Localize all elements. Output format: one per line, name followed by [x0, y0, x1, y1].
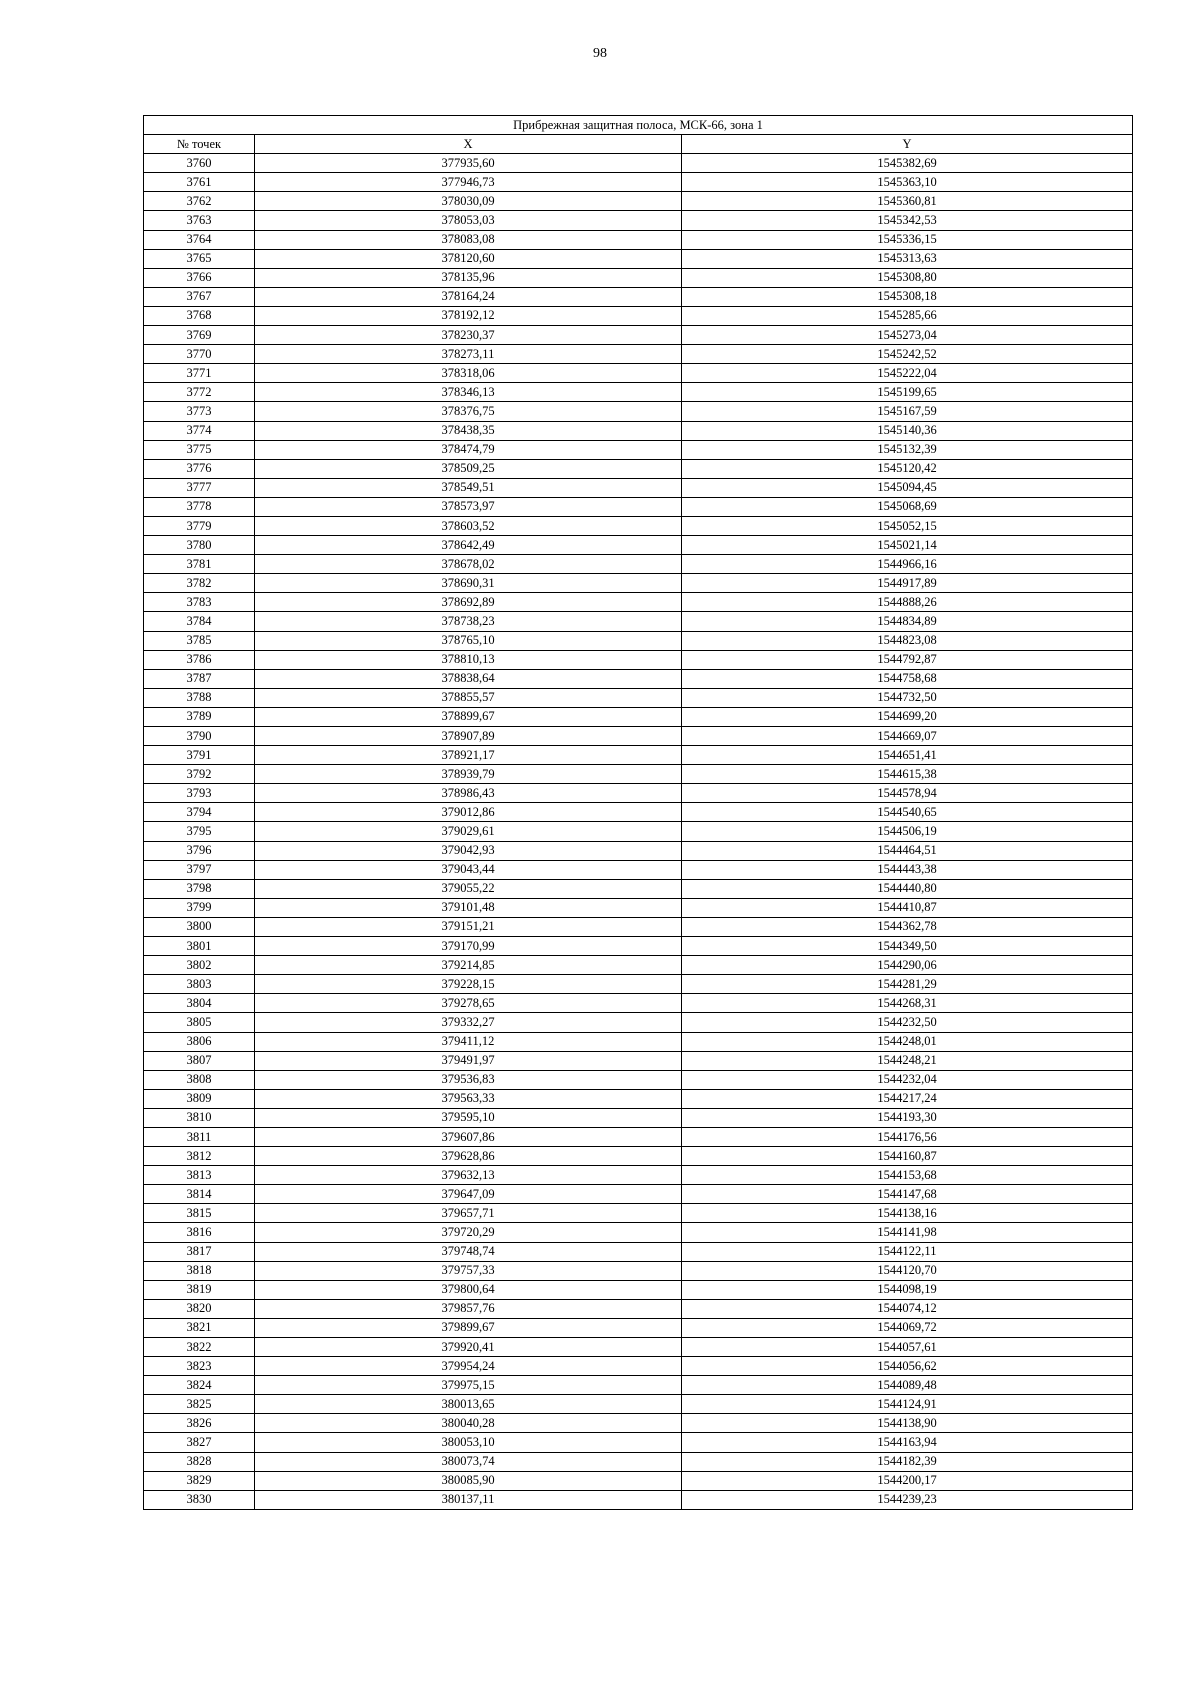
- cell-point-number: 3767: [144, 287, 255, 306]
- table-row: [144, 1357, 1133, 1376]
- cell-x: 379029,61: [255, 822, 682, 841]
- cell-point-number: 3808: [144, 1070, 255, 1089]
- table-row: [144, 650, 1133, 669]
- cell-x: 378083,08: [255, 230, 682, 249]
- cell-x: 379748,74: [255, 1242, 682, 1261]
- table-row: [144, 536, 1133, 555]
- cell-y: 1544248,21: [682, 1051, 1133, 1070]
- table-row: [144, 1261, 1133, 1280]
- cell-y: 1545336,15: [682, 230, 1133, 249]
- cell-x: 378346,13: [255, 383, 682, 402]
- table-row: [144, 784, 1133, 803]
- cell-y: 1544699,20: [682, 707, 1133, 726]
- table-row: [144, 211, 1133, 230]
- cell-point-number: 3789: [144, 707, 255, 726]
- cell-y: 1544153,68: [682, 1166, 1133, 1185]
- cell-x: 378509,25: [255, 459, 682, 478]
- table-row: [144, 459, 1133, 478]
- cell-x: 378230,37: [255, 326, 682, 345]
- cell-x: 378603,52: [255, 516, 682, 535]
- cell-x: 379607,86: [255, 1127, 682, 1146]
- cell-y: 1545363,10: [682, 173, 1133, 192]
- cell-y: 1545313,63: [682, 249, 1133, 268]
- cell-y: 1544268,31: [682, 994, 1133, 1013]
- cell-y: 1544248,01: [682, 1032, 1133, 1051]
- table-row: [144, 421, 1133, 440]
- cell-x: 378164,24: [255, 287, 682, 306]
- cell-x: 379411,12: [255, 1032, 682, 1051]
- table-row: [144, 1147, 1133, 1166]
- cell-point-number: 3793: [144, 784, 255, 803]
- cell-x: 378855,57: [255, 688, 682, 707]
- cell-x: 379657,71: [255, 1204, 682, 1223]
- cell-x: 379228,15: [255, 975, 682, 994]
- cell-point-number: 3813: [144, 1166, 255, 1185]
- cell-y: 1545052,15: [682, 516, 1133, 535]
- cell-y: 1545308,80: [682, 268, 1133, 287]
- table-row: [144, 860, 1133, 879]
- cell-point-number: 3804: [144, 994, 255, 1013]
- table-row: [144, 727, 1133, 746]
- cell-y: 1544917,89: [682, 574, 1133, 593]
- cell-point-number: 3769: [144, 326, 255, 345]
- cell-x: 378573,97: [255, 497, 682, 516]
- cell-y: 1544160,87: [682, 1147, 1133, 1166]
- table-row: [144, 707, 1133, 726]
- table-row: [144, 669, 1133, 688]
- cell-point-number: 3802: [144, 956, 255, 975]
- cell-point-number: 3776: [144, 459, 255, 478]
- cell-point-number: 3781: [144, 555, 255, 574]
- cell-x: 378939,79: [255, 765, 682, 784]
- table-row: [144, 440, 1133, 459]
- table-row: [144, 1185, 1133, 1204]
- cell-y: 1544792,87: [682, 650, 1133, 669]
- cell-y: 1544290,06: [682, 956, 1133, 975]
- table-header-row: [144, 135, 1133, 154]
- page-number: 98: [593, 46, 607, 61]
- cell-point-number: 3829: [144, 1471, 255, 1490]
- cell-x: 377946,73: [255, 173, 682, 192]
- cell-x: 379857,76: [255, 1299, 682, 1318]
- cell-x: 379628,86: [255, 1147, 682, 1166]
- cell-x: 379899,67: [255, 1318, 682, 1337]
- cell-point-number: 3785: [144, 631, 255, 650]
- cell-y: 1545132,39: [682, 440, 1133, 459]
- cell-y: 1544834,89: [682, 612, 1133, 631]
- cell-x: 379151,21: [255, 917, 682, 936]
- cell-point-number: 3782: [144, 574, 255, 593]
- cell-x: 378438,35: [255, 421, 682, 440]
- cell-point-number: 3823: [144, 1357, 255, 1376]
- cell-x: 378986,43: [255, 784, 682, 803]
- table-row: [144, 402, 1133, 421]
- cell-point-number: 3801: [144, 937, 255, 956]
- table-row: [144, 1395, 1133, 1414]
- cell-point-number: 3777: [144, 478, 255, 497]
- cell-point-number: 3795: [144, 822, 255, 841]
- cell-point-number: 3761: [144, 173, 255, 192]
- cell-point-number: 3822: [144, 1338, 255, 1357]
- cell-y: 1545382,69: [682, 154, 1133, 173]
- table-row: [144, 516, 1133, 535]
- table-row: [144, 249, 1133, 268]
- table-row: [144, 1414, 1133, 1433]
- table-row: [144, 154, 1133, 173]
- table-row: [144, 975, 1133, 994]
- cell-x: 378030,09: [255, 192, 682, 211]
- cell-y: 1544074,12: [682, 1299, 1133, 1318]
- cell-x: 378678,02: [255, 555, 682, 574]
- cell-y: 1544120,70: [682, 1261, 1133, 1280]
- table-row: [144, 1051, 1133, 1070]
- cell-point-number: 3807: [144, 1051, 255, 1070]
- cell-point-number: 3824: [144, 1376, 255, 1395]
- table-row: [144, 1013, 1133, 1032]
- cell-y: 1545222,04: [682, 364, 1133, 383]
- cell-x: 378810,13: [255, 650, 682, 669]
- cell-x: 378907,89: [255, 727, 682, 746]
- cell-x: 379920,41: [255, 1338, 682, 1357]
- cell-y: 1544069,72: [682, 1318, 1133, 1337]
- cell-y: 1544138,90: [682, 1414, 1133, 1433]
- table-row: [144, 268, 1133, 287]
- table-row: [144, 898, 1133, 917]
- cell-x: 378549,51: [255, 478, 682, 497]
- cell-point-number: 3828: [144, 1452, 255, 1471]
- cell-y: 1544443,38: [682, 860, 1133, 879]
- cell-y: 1544669,07: [682, 727, 1133, 746]
- cell-x: 378692,89: [255, 593, 682, 612]
- cell-point-number: 3772: [144, 383, 255, 402]
- cell-y: 1544349,50: [682, 937, 1133, 956]
- table-row: [144, 803, 1133, 822]
- table-row: [144, 574, 1133, 593]
- cell-x: 379101,48: [255, 898, 682, 917]
- cell-y: 1544888,26: [682, 593, 1133, 612]
- cell-x: 378053,03: [255, 211, 682, 230]
- cell-point-number: 3820: [144, 1299, 255, 1318]
- table-row: [144, 230, 1133, 249]
- cell-x: 380040,28: [255, 1414, 682, 1433]
- table-body: [144, 154, 1133, 1510]
- header-point-number: № точек: [144, 135, 255, 154]
- cell-point-number: 3766: [144, 268, 255, 287]
- cell-x: 378899,67: [255, 707, 682, 726]
- table-title: Прибрежная защитная полоса, МСК-66, зона 1: [144, 116, 1133, 135]
- table-row: [144, 1070, 1133, 1089]
- cell-point-number: 3810: [144, 1108, 255, 1127]
- cell-y: 1544966,16: [682, 555, 1133, 574]
- cell-point-number: 3765: [144, 249, 255, 268]
- cell-point-number: 3806: [144, 1032, 255, 1051]
- cell-point-number: 3771: [144, 364, 255, 383]
- cell-point-number: 3763: [144, 211, 255, 230]
- cell-x: 378642,49: [255, 536, 682, 555]
- cell-point-number: 3779: [144, 516, 255, 535]
- cell-x: 379757,33: [255, 1261, 682, 1280]
- cell-point-number: 3786: [144, 650, 255, 669]
- cell-point-number: 3819: [144, 1280, 255, 1299]
- cell-y: 1544056,62: [682, 1357, 1133, 1376]
- cell-point-number: 3798: [144, 879, 255, 898]
- cell-y: 1545068,69: [682, 497, 1133, 516]
- cell-point-number: 3791: [144, 746, 255, 765]
- table-row: [144, 1433, 1133, 1452]
- table-row: [144, 1108, 1133, 1127]
- table-row: [144, 994, 1133, 1013]
- cell-y: 1545273,04: [682, 326, 1133, 345]
- table-row: [144, 364, 1133, 383]
- header-y: Y: [682, 135, 1133, 154]
- table-row: [144, 1280, 1133, 1299]
- cell-y: 1544578,94: [682, 784, 1133, 803]
- cell-y: 1544182,39: [682, 1452, 1133, 1471]
- table-row: [144, 937, 1133, 956]
- cell-y: 1544193,30: [682, 1108, 1133, 1127]
- cell-y: 1544823,08: [682, 631, 1133, 650]
- cell-point-number: 3783: [144, 593, 255, 612]
- table-row: [144, 593, 1133, 612]
- cell-y: 1544239,23: [682, 1490, 1133, 1509]
- cell-y: 1544362,78: [682, 917, 1133, 936]
- table-row: [144, 1032, 1133, 1051]
- table-row: [144, 1166, 1133, 1185]
- cell-point-number: 3773: [144, 402, 255, 421]
- cell-x: 379170,99: [255, 937, 682, 956]
- table-row: [144, 555, 1133, 574]
- cell-y: 1544232,04: [682, 1070, 1133, 1089]
- cell-point-number: 3762: [144, 192, 255, 211]
- table-row: [144, 917, 1133, 936]
- coordinates-table: [143, 115, 1133, 1510]
- table-row: [144, 841, 1133, 860]
- cell-x: 378838,64: [255, 669, 682, 688]
- table-row: [144, 765, 1133, 784]
- cell-point-number: 3797: [144, 860, 255, 879]
- table-row: [144, 1223, 1133, 1242]
- cell-x: 378765,10: [255, 631, 682, 650]
- table-row: [144, 1089, 1133, 1108]
- table-title-row: [144, 116, 1133, 135]
- cell-x: 380053,10: [255, 1433, 682, 1452]
- cell-point-number: 3796: [144, 841, 255, 860]
- cell-point-number: 3775: [144, 440, 255, 459]
- cell-y: 1545021,14: [682, 536, 1133, 555]
- table-row: [144, 173, 1133, 192]
- table-row: [144, 345, 1133, 364]
- cell-y: 1544281,29: [682, 975, 1133, 994]
- cell-point-number: 3760: [144, 154, 255, 173]
- cell-y: 1544089,48: [682, 1376, 1133, 1395]
- cell-x: 379647,09: [255, 1185, 682, 1204]
- table-row: [144, 631, 1133, 650]
- cell-x: 379214,85: [255, 956, 682, 975]
- cell-y: 1544200,17: [682, 1471, 1133, 1490]
- cell-x: 379491,97: [255, 1051, 682, 1070]
- cell-point-number: 3799: [144, 898, 255, 917]
- cell-x: 378120,60: [255, 249, 682, 268]
- cell-y: 1544232,50: [682, 1013, 1133, 1032]
- cell-x: 380137,11: [255, 1490, 682, 1509]
- cell-point-number: 3784: [144, 612, 255, 631]
- table-row: [144, 287, 1133, 306]
- cell-y: 1545120,42: [682, 459, 1133, 478]
- cell-x: 378738,23: [255, 612, 682, 631]
- cell-y: 1544141,98: [682, 1223, 1133, 1242]
- cell-y: 1545285,66: [682, 306, 1133, 325]
- cell-y: 1544506,19: [682, 822, 1133, 841]
- cell-y: 1544217,24: [682, 1089, 1133, 1108]
- table-row: [144, 1318, 1133, 1337]
- cell-x: 379595,10: [255, 1108, 682, 1127]
- cell-y: 1545167,59: [682, 402, 1133, 421]
- cell-point-number: 3830: [144, 1490, 255, 1509]
- cell-y: 1545094,45: [682, 478, 1133, 497]
- cell-x: 378135,96: [255, 268, 682, 287]
- cell-x: 378921,17: [255, 746, 682, 765]
- cell-point-number: 3815: [144, 1204, 255, 1223]
- table-row: [144, 192, 1133, 211]
- cell-y: 1544732,50: [682, 688, 1133, 707]
- cell-y: 1544615,38: [682, 765, 1133, 784]
- cell-x: 379975,15: [255, 1376, 682, 1395]
- table-row: [144, 1242, 1133, 1261]
- cell-point-number: 3812: [144, 1147, 255, 1166]
- cell-y: 1544440,80: [682, 879, 1133, 898]
- cell-x: 379563,33: [255, 1089, 682, 1108]
- cell-y: 1544540,65: [682, 803, 1133, 822]
- cell-x: 379055,22: [255, 879, 682, 898]
- table-row: [144, 879, 1133, 898]
- cell-y: 1544138,16: [682, 1204, 1133, 1223]
- cell-y: 1545242,52: [682, 345, 1133, 364]
- cell-x: 379012,86: [255, 803, 682, 822]
- table-row: [144, 1127, 1133, 1146]
- cell-y: 1544176,56: [682, 1127, 1133, 1146]
- table-row: [144, 383, 1133, 402]
- table-row: [144, 746, 1133, 765]
- table-row: [144, 1452, 1133, 1471]
- cell-x: 379278,65: [255, 994, 682, 1013]
- cell-point-number: 3805: [144, 1013, 255, 1032]
- cell-y: 1544651,41: [682, 746, 1133, 765]
- cell-point-number: 3818: [144, 1261, 255, 1280]
- cell-x: 379720,29: [255, 1223, 682, 1242]
- cell-x: 379043,44: [255, 860, 682, 879]
- table-row: [144, 326, 1133, 345]
- cell-y: 1544124,91: [682, 1395, 1133, 1414]
- cell-y: 1544057,61: [682, 1338, 1133, 1357]
- cell-point-number: 3809: [144, 1089, 255, 1108]
- cell-point-number: 3826: [144, 1414, 255, 1433]
- cell-point-number: 3778: [144, 497, 255, 516]
- cell-x: 378318,06: [255, 364, 682, 383]
- table-row: [144, 956, 1133, 975]
- cell-x: 379536,83: [255, 1070, 682, 1089]
- cell-point-number: 3768: [144, 306, 255, 325]
- cell-point-number: 3811: [144, 1127, 255, 1146]
- cell-point-number: 3814: [144, 1185, 255, 1204]
- cell-y: 1544410,87: [682, 898, 1133, 917]
- cell-point-number: 3800: [144, 917, 255, 936]
- cell-y: 1544147,68: [682, 1185, 1133, 1204]
- cell-y: 1545308,18: [682, 287, 1133, 306]
- cell-y: 1545360,81: [682, 192, 1133, 211]
- table-row: [144, 1376, 1133, 1395]
- table-row: [144, 1299, 1133, 1318]
- table-row: [144, 1490, 1133, 1509]
- cell-x: 379332,27: [255, 1013, 682, 1032]
- cell-point-number: 3821: [144, 1318, 255, 1337]
- table-row: [144, 688, 1133, 707]
- cell-x: 379954,24: [255, 1357, 682, 1376]
- table-row: [144, 1471, 1133, 1490]
- table-row: [144, 822, 1133, 841]
- table-row: [144, 612, 1133, 631]
- cell-x: 379800,64: [255, 1280, 682, 1299]
- cell-x: 379042,93: [255, 841, 682, 860]
- cell-x: 378192,12: [255, 306, 682, 325]
- cell-point-number: 3780: [144, 536, 255, 555]
- cell-point-number: 3788: [144, 688, 255, 707]
- cell-point-number: 3825: [144, 1395, 255, 1414]
- cell-x: 378273,11: [255, 345, 682, 364]
- cell-x: 379632,13: [255, 1166, 682, 1185]
- cell-y: 1544464,51: [682, 841, 1133, 860]
- cell-x: 378376,75: [255, 402, 682, 421]
- cell-x: 380085,90: [255, 1471, 682, 1490]
- cell-point-number: 3764: [144, 230, 255, 249]
- table-row: [144, 1338, 1133, 1357]
- table-row: [144, 306, 1133, 325]
- table-row: [144, 1204, 1133, 1223]
- cell-point-number: 3817: [144, 1242, 255, 1261]
- cell-point-number: 3770: [144, 345, 255, 364]
- cell-point-number: 3816: [144, 1223, 255, 1242]
- cell-y: 1545199,65: [682, 383, 1133, 402]
- cell-x: 380013,65: [255, 1395, 682, 1414]
- cell-y: 1545140,36: [682, 421, 1133, 440]
- table-row: [144, 478, 1133, 497]
- cell-x: 377935,60: [255, 154, 682, 173]
- cell-point-number: 3774: [144, 421, 255, 440]
- cell-x: 378690,31: [255, 574, 682, 593]
- cell-point-number: 3803: [144, 975, 255, 994]
- cell-y: 1545342,53: [682, 211, 1133, 230]
- cell-x: 380073,74: [255, 1452, 682, 1471]
- cell-point-number: 3792: [144, 765, 255, 784]
- cell-x: 378474,79: [255, 440, 682, 459]
- cell-point-number: 3787: [144, 669, 255, 688]
- cell-point-number: 3790: [144, 727, 255, 746]
- cell-point-number: 3794: [144, 803, 255, 822]
- header-x: X: [255, 135, 682, 154]
- cell-y: 1544098,19: [682, 1280, 1133, 1299]
- cell-y: 1544122,11: [682, 1242, 1133, 1261]
- cell-y: 1544163,94: [682, 1433, 1133, 1452]
- cell-y: 1544758,68: [682, 669, 1133, 688]
- table-row: [144, 497, 1133, 516]
- cell-point-number: 3827: [144, 1433, 255, 1452]
